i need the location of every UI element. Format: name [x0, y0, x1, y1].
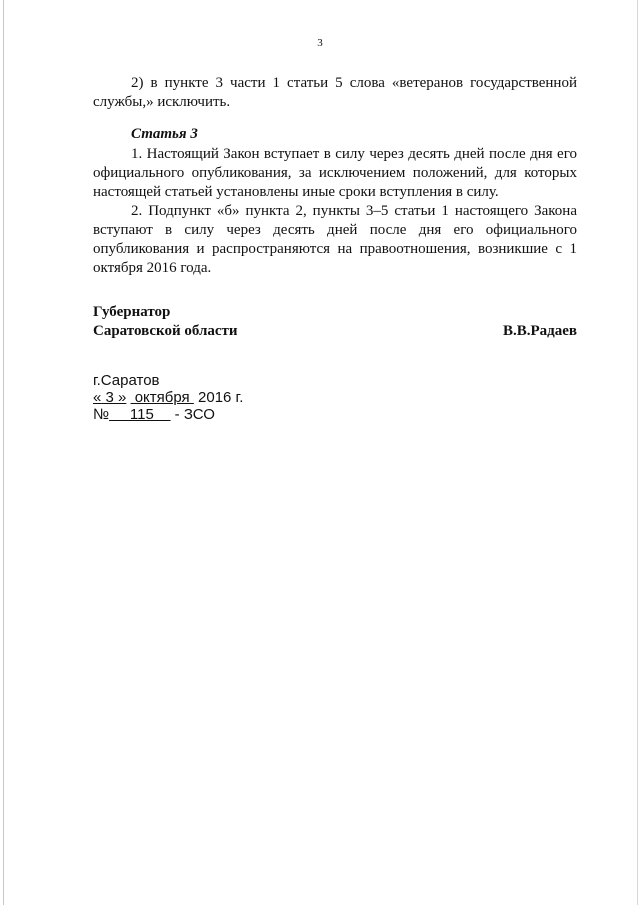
- number-value: 115: [109, 406, 171, 423]
- footer-city: г.Саратов: [93, 372, 160, 389]
- scan-edge-left: [3, 0, 4, 905]
- article-3-paragraph-1: 1. Настоящий Закон вступает в силу через десять дней после дня его официального опубликования, за исключением положений, для которых настоящей статьей установлены иные сроки вступления в силу.: [93, 146, 577, 200]
- scan-edge-right: [637, 0, 638, 905]
- article-3-paragraph-2: 2. Подпункт «б» пункта 2, пункты 3–5 статьи 1 настоящего Закона вступают в силу через десять дней после дня его официального опубликования и распространяются на правоотношения, возникшие с 1 октября 2016 года.: [93, 203, 577, 276]
- signer-name: В.В.Радаев: [503, 323, 578, 339]
- page-number: 3: [317, 37, 323, 49]
- date-open-quote: «: [93, 389, 102, 406]
- number-sign: №: [93, 406, 110, 423]
- paragraph-item-2: 2) в пункте 3 части 1 статьи 5 слова «ветеранов государственной службы,» исключить.: [93, 75, 577, 110]
- signature-title: [93, 303, 238, 341]
- footer-date: [93, 389, 243, 406]
- date-month: октября: [130, 389, 194, 406]
- footer-number: [93, 406, 243, 423]
- article-3-heading: Статья 3: [131, 126, 198, 142]
- signature-title-line-2: Саратовской области: [93, 323, 238, 339]
- signature-title-line-1: Губернатор: [93, 304, 171, 320]
- date-day: 3: [101, 389, 119, 406]
- date-close-quote: »: [118, 389, 127, 406]
- document-footer: [93, 372, 243, 423]
- date-year: 2016 г.: [193, 389, 244, 406]
- number-suffix: - ЗСО: [170, 406, 215, 423]
